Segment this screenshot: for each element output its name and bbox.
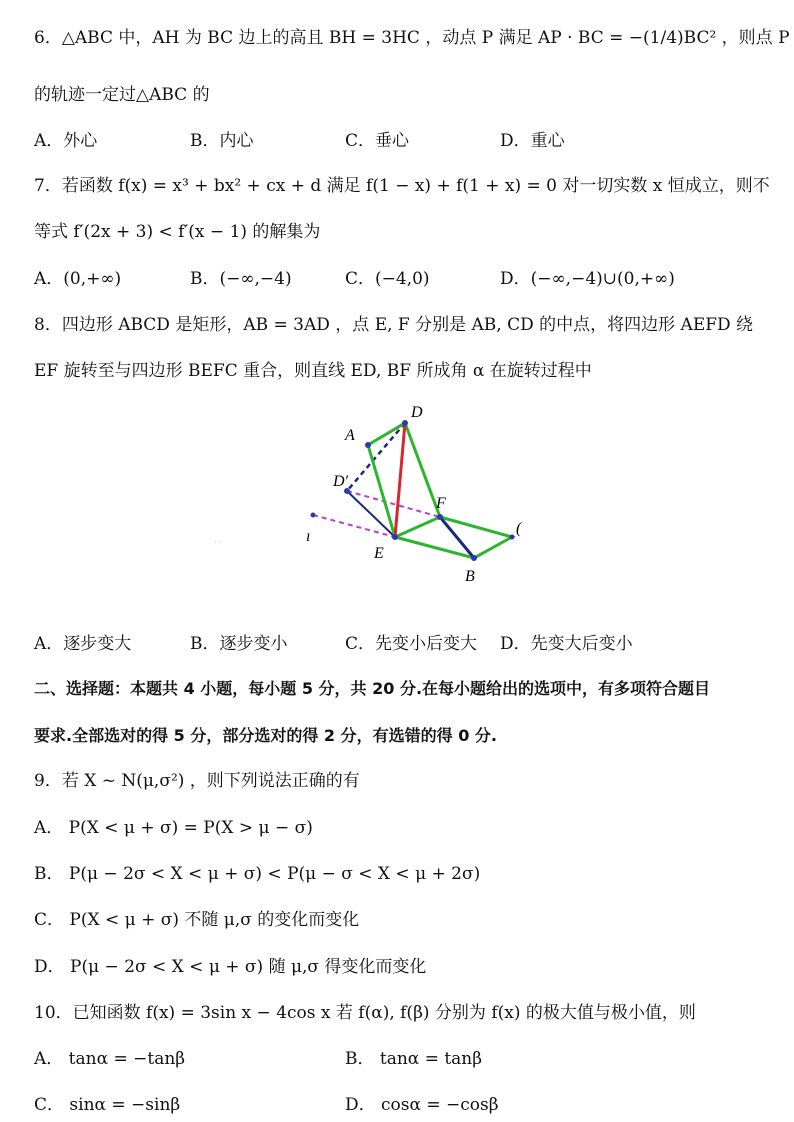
- point-c: [510, 535, 515, 540]
- q9-stem: 9．若 X ~ N(μ,σ²) ，则下列说法正确的有: [34, 771, 360, 791]
- label-f: F: [436, 495, 446, 512]
- point-a: [365, 442, 371, 448]
- point-e: [392, 534, 398, 540]
- line-ed: [395, 423, 405, 537]
- section2-heading-line1: 二、选择题：本题共 4 小题，每小题 5 分，共 20 分.在每小题给出的选项中，有多项符合题目: [34, 679, 711, 698]
- q8-option-b[interactable]: B．逐步变小: [190, 634, 288, 654]
- label-a: A: [345, 427, 355, 444]
- point-f: [437, 514, 443, 520]
- q7-option-d[interactable]: D．(−∞,−4)∪(0,+∞): [500, 269, 675, 289]
- q10-option-d[interactable]: D． cosα = −cosβ: [345, 1095, 499, 1115]
- point-b: [471, 555, 477, 561]
- q8-line2: EF 旋转至与四边形 BEFC 重合，则直线 ED, BF 所成角 α 在旋转过程中: [34, 361, 592, 381]
- q10-option-b[interactable]: B． tanα = tanβ: [345, 1049, 483, 1069]
- label-left: ı: [306, 528, 311, 545]
- q7-option-b[interactable]: B．(−∞,−4): [190, 269, 292, 289]
- section2-heading-line2: 要求.全部选对的得 5 分，部分选对的得 2 分，有选错的得 0 分.: [34, 726, 497, 745]
- q7-line1: 7．若函数 f(x) = x³ + bx² + cx + d 满足 f(1 − x) + f(1 + x) = 0 对一切实数 x 恒成立，则不: [34, 176, 770, 196]
- q8-option-d[interactable]: D．先变大后变小: [500, 634, 633, 654]
- label-dprime: D′: [333, 473, 349, 490]
- q10-option-a[interactable]: A． tanα = −tanβ: [34, 1049, 186, 1069]
- q9-option-b[interactable]: B． P(μ − 2σ < X < μ + σ) < P(μ − σ < X < μ + 2σ): [34, 864, 481, 884]
- scan-dots: · ·: [214, 538, 222, 547]
- q6-option-a[interactable]: A．外心: [34, 131, 98, 151]
- label-b: B: [465, 568, 475, 585]
- q9-option-d[interactable]: D． P(μ − 2σ < X < μ + σ) 随 μ,σ 得变化而变化: [34, 957, 427, 977]
- q6-line1: 6．△ABC 中，AH 为 BC 边上的高且 BH = 3HC ，动点 P 满足 AP · BC = −(1/4)BC² ，则点 P: [34, 28, 790, 48]
- q6-option-d[interactable]: D．重心: [500, 131, 565, 151]
- q10-option-c[interactable]: C． sinα = −sinβ: [34, 1095, 181, 1115]
- q10-stem: 10．已知函数 f(x) = 3sin x − 4cos x 若 f(α), f(β) 分别为 f(x) 的极大值与极小值，则: [34, 1003, 696, 1023]
- q8-option-a[interactable]: A．逐步变大: [34, 634, 132, 654]
- q8-rotation-figure: [214, 395, 550, 595]
- q6-line2: 的轨迹一定过△ABC 的: [34, 85, 210, 105]
- q6-option-b[interactable]: B．内心: [190, 131, 254, 151]
- point-left: [311, 513, 316, 518]
- label-c: (: [516, 520, 522, 537]
- label-d: D: [411, 404, 423, 421]
- q6-option-c[interactable]: C．垂心: [345, 131, 410, 151]
- point-d: [402, 420, 408, 426]
- q9-option-a[interactable]: A． P(X < μ + σ) = P(X > μ − σ): [34, 818, 313, 838]
- q8-line1: 8．四边形 ABCD 是矩形，AB = 3AD ，点 E, F 分别是 AB, CD 的中点，将四边形 AEFD 绕: [34, 315, 754, 335]
- quad-befc: [395, 517, 512, 558]
- q9-option-c[interactable]: C． P(X < μ + σ) 不随 μ,σ 的变化而变化: [34, 910, 360, 930]
- q7-option-a[interactable]: A．(0,+∞): [34, 269, 122, 289]
- dashed-line-d-dprime: [347, 423, 405, 491]
- q7-line2: 等式 f′(2x + 3) < f′(x − 1) 的解集为: [34, 222, 321, 242]
- q7-option-c[interactable]: C．(−4,0): [345, 269, 430, 289]
- q8-option-c[interactable]: C．先变小后变大: [345, 634, 478, 654]
- label-e: E: [374, 545, 384, 562]
